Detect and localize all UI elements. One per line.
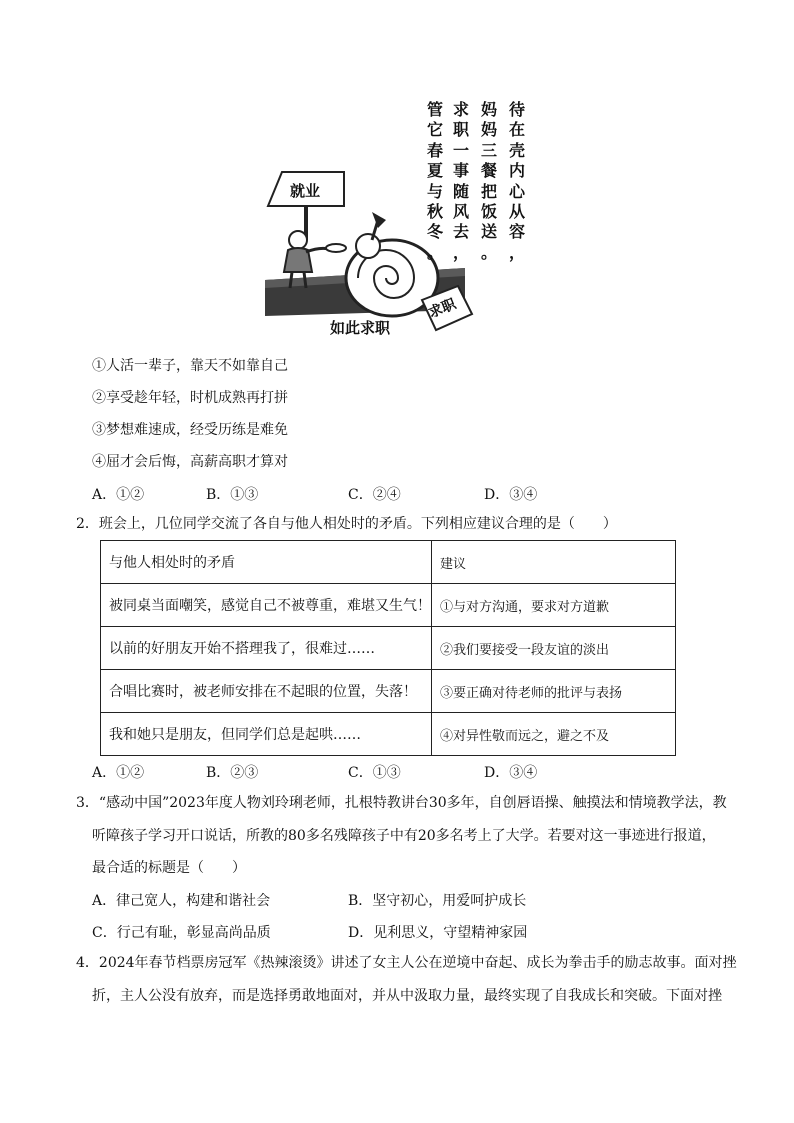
q2-option-d[interactable]: D．③④ bbox=[484, 765, 538, 781]
q1-statement: ②享受趁年轻，时机成熟再打拼 bbox=[92, 390, 288, 406]
table-row bbox=[101, 627, 676, 670]
table-cell: 被同桌当面嘲笑，感觉自己不被尊重，难堪又生气！ bbox=[101, 584, 432, 627]
q3-stem-line: 最合适的标题是（ ） bbox=[92, 860, 246, 876]
q2-stem: 2．班会上，几位同学交流了各自与他人相处时的矛盾。下列相应建议合理的是（ ） bbox=[76, 516, 617, 532]
job-sign-label: 就业 bbox=[290, 182, 321, 200]
q1-option-c[interactable]: C．②④ bbox=[348, 487, 401, 503]
q3-option-a[interactable]: A．律己宽人，构建和谐社会 bbox=[92, 893, 271, 909]
table-row bbox=[101, 713, 676, 756]
q4-stem-line: 4．2024年春节档票房冠军《热辣滚烫》讲述了女主人公在逆境中奋起、成长为拳击手的励志故事。面对挫 bbox=[76, 955, 737, 971]
q1-option-b[interactable]: B．①③ bbox=[206, 487, 259, 503]
q2-option-c[interactable]: C．①③ bbox=[348, 765, 401, 781]
seek-sign-label: 求职 bbox=[426, 296, 459, 322]
table-cell: ①与对方沟通，要求对方道歉 bbox=[432, 584, 676, 627]
poem-column-2: 妈 妈 三 餐 把 饭 送 。 bbox=[480, 100, 497, 262]
table-cell: ③要正确对待老师的批评与表扬 bbox=[432, 670, 676, 713]
q3-option-b[interactable]: B．坚守初心，用爱呵护成长 bbox=[348, 893, 527, 909]
q1-statement: ①人活一辈子，靠天不如靠自己 bbox=[92, 358, 288, 374]
cartoon-caption: 如此求职 bbox=[330, 319, 391, 337]
cartoon-illustration bbox=[260, 100, 530, 340]
poem-column-1: 待 在 壳 内 心 从 容 ， bbox=[508, 100, 525, 262]
q3-option-c[interactable]: C．行己有耻，彰显高尚品质 bbox=[92, 925, 271, 941]
table-header: 与他人相处时的矛盾 bbox=[101, 541, 432, 584]
q3-stem-line: 听障孩子学习开口说话，所教的80多名残障孩子中有20多名考上了大学。若要对这一事迹进行报道， bbox=[92, 828, 716, 844]
table-header: 建议 bbox=[432, 541, 676, 584]
table-row bbox=[101, 584, 676, 627]
table-cell: 我和她只是朋友，但同学们总是起哄…… bbox=[101, 713, 432, 756]
table-cell: ④对异性敬而远之，避之不及 bbox=[432, 713, 676, 756]
q2-table bbox=[100, 540, 676, 756]
poem-column-3: 求 职 一 事 随 风 去 ， bbox=[452, 100, 469, 262]
table-row bbox=[101, 670, 676, 713]
q2-option-a[interactable]: A．①② bbox=[92, 765, 145, 781]
q3-option-d[interactable]: D．见利思义，守望精神家园 bbox=[348, 925, 528, 941]
table-cell: 以前的好朋友开始不搭理我了，很难过…… bbox=[101, 627, 432, 670]
q3-stem-line: 3．“感动中国”2023年度人物刘玲琍老师，扎根特教讲台30多年，自创唇语操、触摸法和情境教学法，教 bbox=[76, 795, 727, 811]
q1-option-a[interactable]: A．①② bbox=[92, 487, 145, 503]
q2-option-b[interactable]: B．②③ bbox=[206, 765, 259, 781]
q1-statement: ③梦想难速成，经受历练是难免 bbox=[92, 422, 288, 438]
poem-column-4: 管 它 春 夏 与 秋 冬 。 bbox=[426, 100, 443, 262]
table-header-row bbox=[101, 541, 676, 584]
table-cell: 合唱比赛时，被老师安排在不起眼的位置，失落！ bbox=[101, 670, 432, 713]
q4-stem-line: 折，主人公没有放弃，而是选择勇敢地面对，并从中汲取力量，最终实现了自我成长和突破。下面对挫 bbox=[92, 988, 722, 1004]
table-cell: ②我们要接受一段友谊的淡出 bbox=[432, 627, 676, 670]
q1-statement: ④屈才会后悔，高薪高职才算对 bbox=[92, 454, 288, 470]
q1-option-d[interactable]: D．③④ bbox=[484, 487, 538, 503]
